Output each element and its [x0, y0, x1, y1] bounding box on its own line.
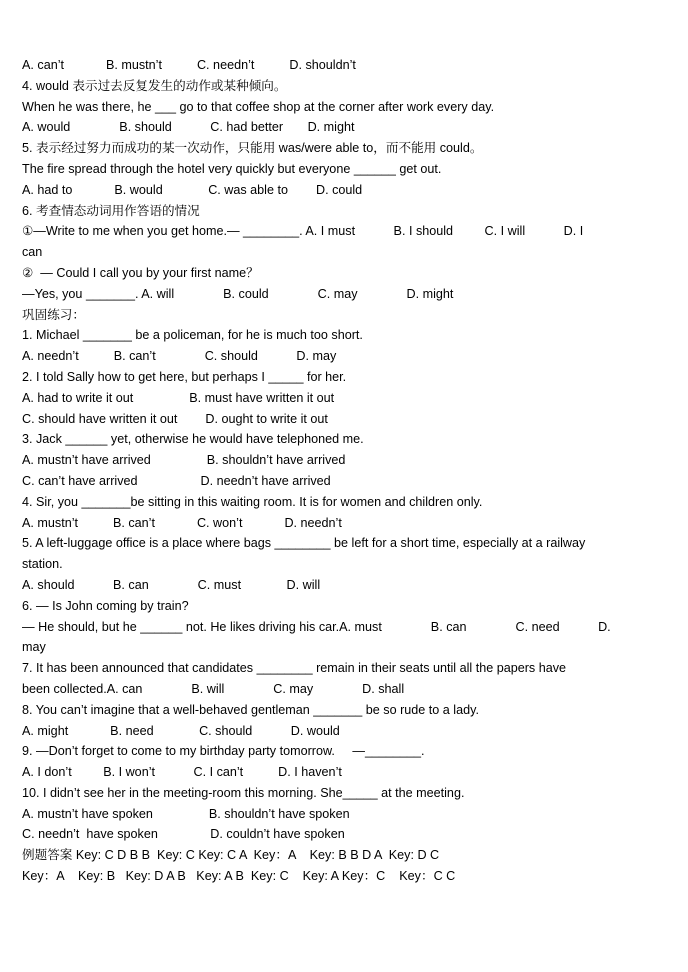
text-line: A. mustn’t have arrived B. shouldn’t have arrived	[22, 453, 346, 468]
section-heading: 巩固练习：	[22, 307, 85, 322]
text-line: 6. 考查情态动词用作答语的情况	[22, 203, 200, 218]
text-line: A. had to write it out B. must have written it out	[22, 390, 335, 405]
text-line: A. needn’t B. can’t C. should D. may	[22, 349, 337, 364]
document-body	[22, 55, 640, 887]
text-line: 4. Sir, you _______be sitting in this waiting room. It is for women and children only.	[22, 494, 483, 509]
answer-key-line: Key：A Key: B Key: D A B Key: A B Key: C Key: A Key：C Key：C C	[22, 869, 456, 884]
text-line: can	[22, 245, 43, 260]
text-line: 4. would 表示过去反复发生的动作或某种倾向。	[22, 78, 287, 93]
text-line: ①—Write to me when you get home.— ________. A. I must B. I should C. I will D. I	[22, 224, 584, 239]
text-line: A. would B. should C. had better D. might	[22, 120, 355, 135]
answer-key-line: 例题答案 Key: C D B B Key: C Key: C A Key：A Key: B B D A Key: D C	[22, 848, 440, 863]
text-line: The fire spread through the hotel very quickly but everyone ______ get out.	[22, 161, 442, 176]
text-line: — He should, but he ______ not. He likes driving his car.A. must B. can C. need D.	[22, 619, 611, 634]
text-line: C. should have written it out D. ought to write it out	[22, 411, 328, 426]
text-line: 1. Michael _______ be a policeman, for he is much too short.	[22, 328, 363, 343]
text-line: A. had to B. would C. was able to D. could	[22, 182, 363, 197]
text-line: been collected.A. can B. will C. may D. shall	[22, 681, 405, 696]
text-line: When he was there, he ___ go to that coffee shop at the corner after work every day.	[22, 99, 495, 114]
text-line: A. I don’t B. I won’t C. I can’t D. I haven’t	[22, 765, 342, 780]
text-line: 7. It has been announced that candidates ________ remain in their seats until all the papers have	[22, 661, 567, 676]
text-line: ② — Could I call you by your first name？	[22, 265, 259, 280]
text-line: C. can’t have arrived D. needn’t have arrived	[22, 473, 331, 488]
text-line: 3. Jack ______ yet, otherwise he would have telephoned me.	[22, 432, 364, 447]
text-line: 5. A left-luggage office is a place where bags ________ be left for a short time, especially at a railway	[22, 536, 586, 551]
text-line: station.	[22, 557, 63, 572]
text-line: —Yes, you _______. A. will B. could C. may D. might	[22, 286, 454, 301]
text-line: A. might B. need C. should D. would	[22, 723, 340, 738]
text-line: 6. — Is John coming by train?	[22, 598, 189, 613]
text-line: 2. I told Sally how to get here, but perhaps I _____ for her.	[22, 369, 347, 384]
text-line: A. should B. can C. must D. will	[22, 577, 321, 592]
text-line: 8. You can’t imagine that a well-behaved gentleman _______ be so rude to a lady.	[22, 702, 479, 717]
text-line: A. can’t B. mustn’t C. needn’t D. shouldn’t	[22, 58, 356, 72]
text-line: A. mustn’t B. can’t C. won’t D. needn’t	[22, 515, 342, 530]
text-line: may	[22, 640, 46, 655]
text-line: 5. 表示经过努力而成功的某一次动作，只能用 was/were able to，而不能用 could。	[22, 141, 483, 156]
text-line: 10. I didn’t see her in the meeting-room this morning. She_____ at the meeting.	[22, 785, 465, 800]
text-line: 9. —Don’t forget to come to my birthday party tomorrow. —________.	[22, 744, 425, 759]
text-line: A. mustn’t have spoken B. shouldn’t have spoken	[22, 806, 350, 821]
text-line: C. needn’t have spoken D. couldn’t have spoken	[22, 827, 345, 842]
